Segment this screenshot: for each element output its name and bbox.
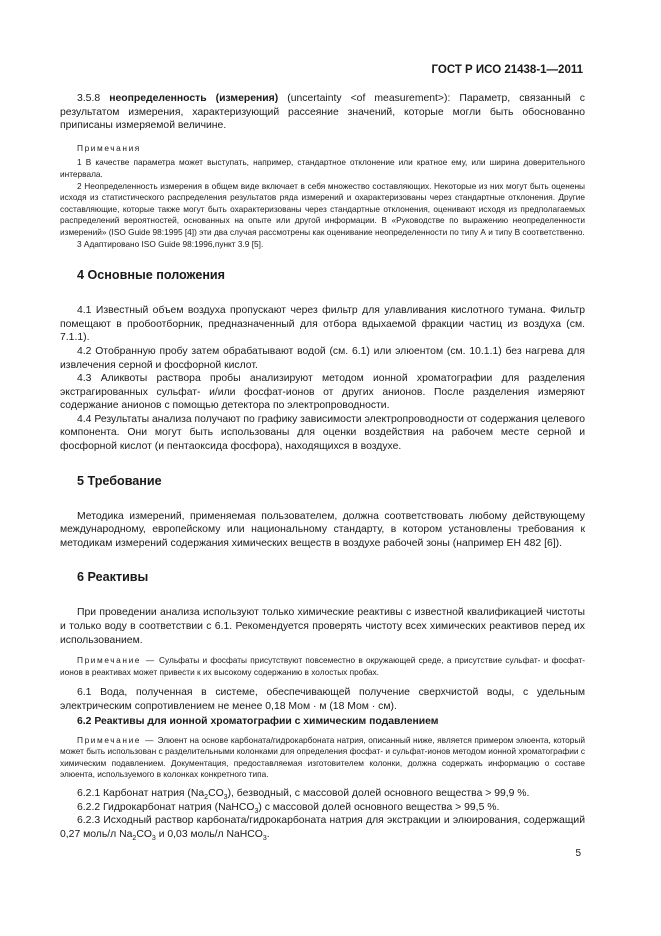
note-label: Примечание — (77, 655, 156, 666)
page-content (60, 92, 585, 841)
para-4-4: 4.4 Результаты анализа получают по графику зависимости электропроводности от содержания целевого компонента. Они могут быть использованы для оценки воздействия на рабочем месте серной и фосфорной кислот (и пентаоксида фосфора), находящихся в воздухе. (60, 413, 585, 453)
para-5: Методика измерений, применяемая пользователем, должна соответствовать любому действующему международному, европейскому или национальному стандарту, в котором установлены требования к методикам измерений содержания химических веществ в воздухе рабочей зоны (например ЕН 482 [6]). (60, 510, 585, 549)
para-6-1: 6.1 Вода, полученная в системе, обеспечивающей получение сверхчистой воды, с удельным электрическим сопротивлением не менее 0,18 Мом · м (18 Мом · см). (60, 687, 585, 712)
para-4-2: 4.2 Отобранную пробу затем обрабатывают водой (см. 6.1) или элюентом (см. 10.1.1) без нагрева для извлечения серной и фосфорной кислот. (60, 345, 585, 371)
note-1: 1 В качестве параметра может выступать, например, стандартное отклонение или кратное ему, или ширина доверительного интервала. (60, 157, 585, 179)
note-3: 3 Адаптировано ISO Guide 98:1996,пункт 3.9 [5]. (77, 238, 264, 249)
para-6-2-1: 6.2.1 Карбонат натрия $(Na_2CO_3)$, безводный, с массовой долей основного вещества > 99,9 %. (77, 787, 530, 802)
para-4-3: 4.3 Аликвоты раствора пробы анализируют методом ионной хроматографии для разделения экстрагированных сульфат- и/или фосфат-ионов от других анионов. После разделения измеряют содержание анионов с помощью детектора по электропроводности. (60, 373, 585, 412)
note-label: Примечание — (77, 734, 156, 745)
definition-3-5-8 (60, 92, 585, 133)
note-text: Сульфаты и фосфаты присутствуют повсеместно в окружающей среде, а присутствие сульфат- и фосфат-ионов в реактивах может привести к их высокому содержанию в холостых пробах. (60, 655, 586, 677)
clause-number: 3.5.8 (77, 93, 101, 104)
definition-text: (uncertainty <of measurement>): Параметр, связанный с результатом измерения, характеризующий рассеяние значений, которые могли быть обоснованно приписаны измеряемой величине. (60, 93, 586, 132)
notes-heading: Примечания (77, 142, 141, 153)
note-text: Элюент на основе карбоната/гидрокарбоната натрия, описанный ниже, является примером элюента, который может быть использован с разделительными колонками для определения фосфат- и сульфат-ионов методом ионной хроматографии с химическим подавлением. Документация, предоставляемая изготовителем колонки, должна содержать информацию о составе элюента, используемого в колонках конкретного типа. (60, 734, 586, 780)
note-6 (60, 655, 585, 678)
para-4-1: 4.1 Известный объем воздуха пропускают через фильтр для улавливания кислотного тумана. Фильтр помещают в пробоотборник, предназначенный для отбора вдыхаемой фракции частиц из воздуха (см. 7.1.1). (60, 305, 585, 344)
note-6-2 (60, 735, 585, 781)
para-6-2-2: 6.2.2 Гидрокарбонат натрия (NaHCO$_3$) с массовой долей основного вещества > 99,5 %. (77, 801, 500, 815)
section-4-title: 4 Основные положения (77, 268, 226, 283)
section-5-title: 5 Требование (77, 473, 162, 488)
note-2: 2 Неопределенность измерения в общем виде включает в себя множество составляющих. Некоторые из них могут быть оценены исходя из статистического распределения результатов ряда измерений и охарактеризованы через стандартные отклонения. Другие составляющие, которые также могут быть охарактеризованы через стандартные отклонения, оценивают исходя из предполагаемых распределений вероятностей, основанных на опыте или другой информации. В «Руководстве по выражению неопределенности измерений» (ISO Guide 98:1995 [4]) эти два случая рассмотрены как оценивание неопределенности по типу А и типу В соответственно. (60, 180, 585, 237)
document-header: ГОСТ Р ИСО 21438-1—2011 (431, 64, 583, 76)
defined-term: неопределенность (измерения) (109, 93, 279, 104)
para-6: При проведении анализа используют только химические реактивы с известной квалификацией чистоты и только воду в соответствии с 6.1. Рекомендуется проверять чистоту всех химических реактивов перед их использованием. (60, 607, 585, 646)
section-6-title: 6 Реактивы (77, 570, 149, 585)
subsection-6-2-title: 6.2 Реактивы для ионной хроматографии с химическим подавлением (77, 715, 439, 727)
page-number: 5 (575, 848, 581, 859)
para-6-2-3: 6.2.3 Исходный раствор карбоната/гидрокарбоната натрия для экстракции и элюирования, содержащий 0,27 моль/л $Na_2CO_3$ и 0,03 моль/л NaHCO$_3$. (60, 815, 585, 842)
